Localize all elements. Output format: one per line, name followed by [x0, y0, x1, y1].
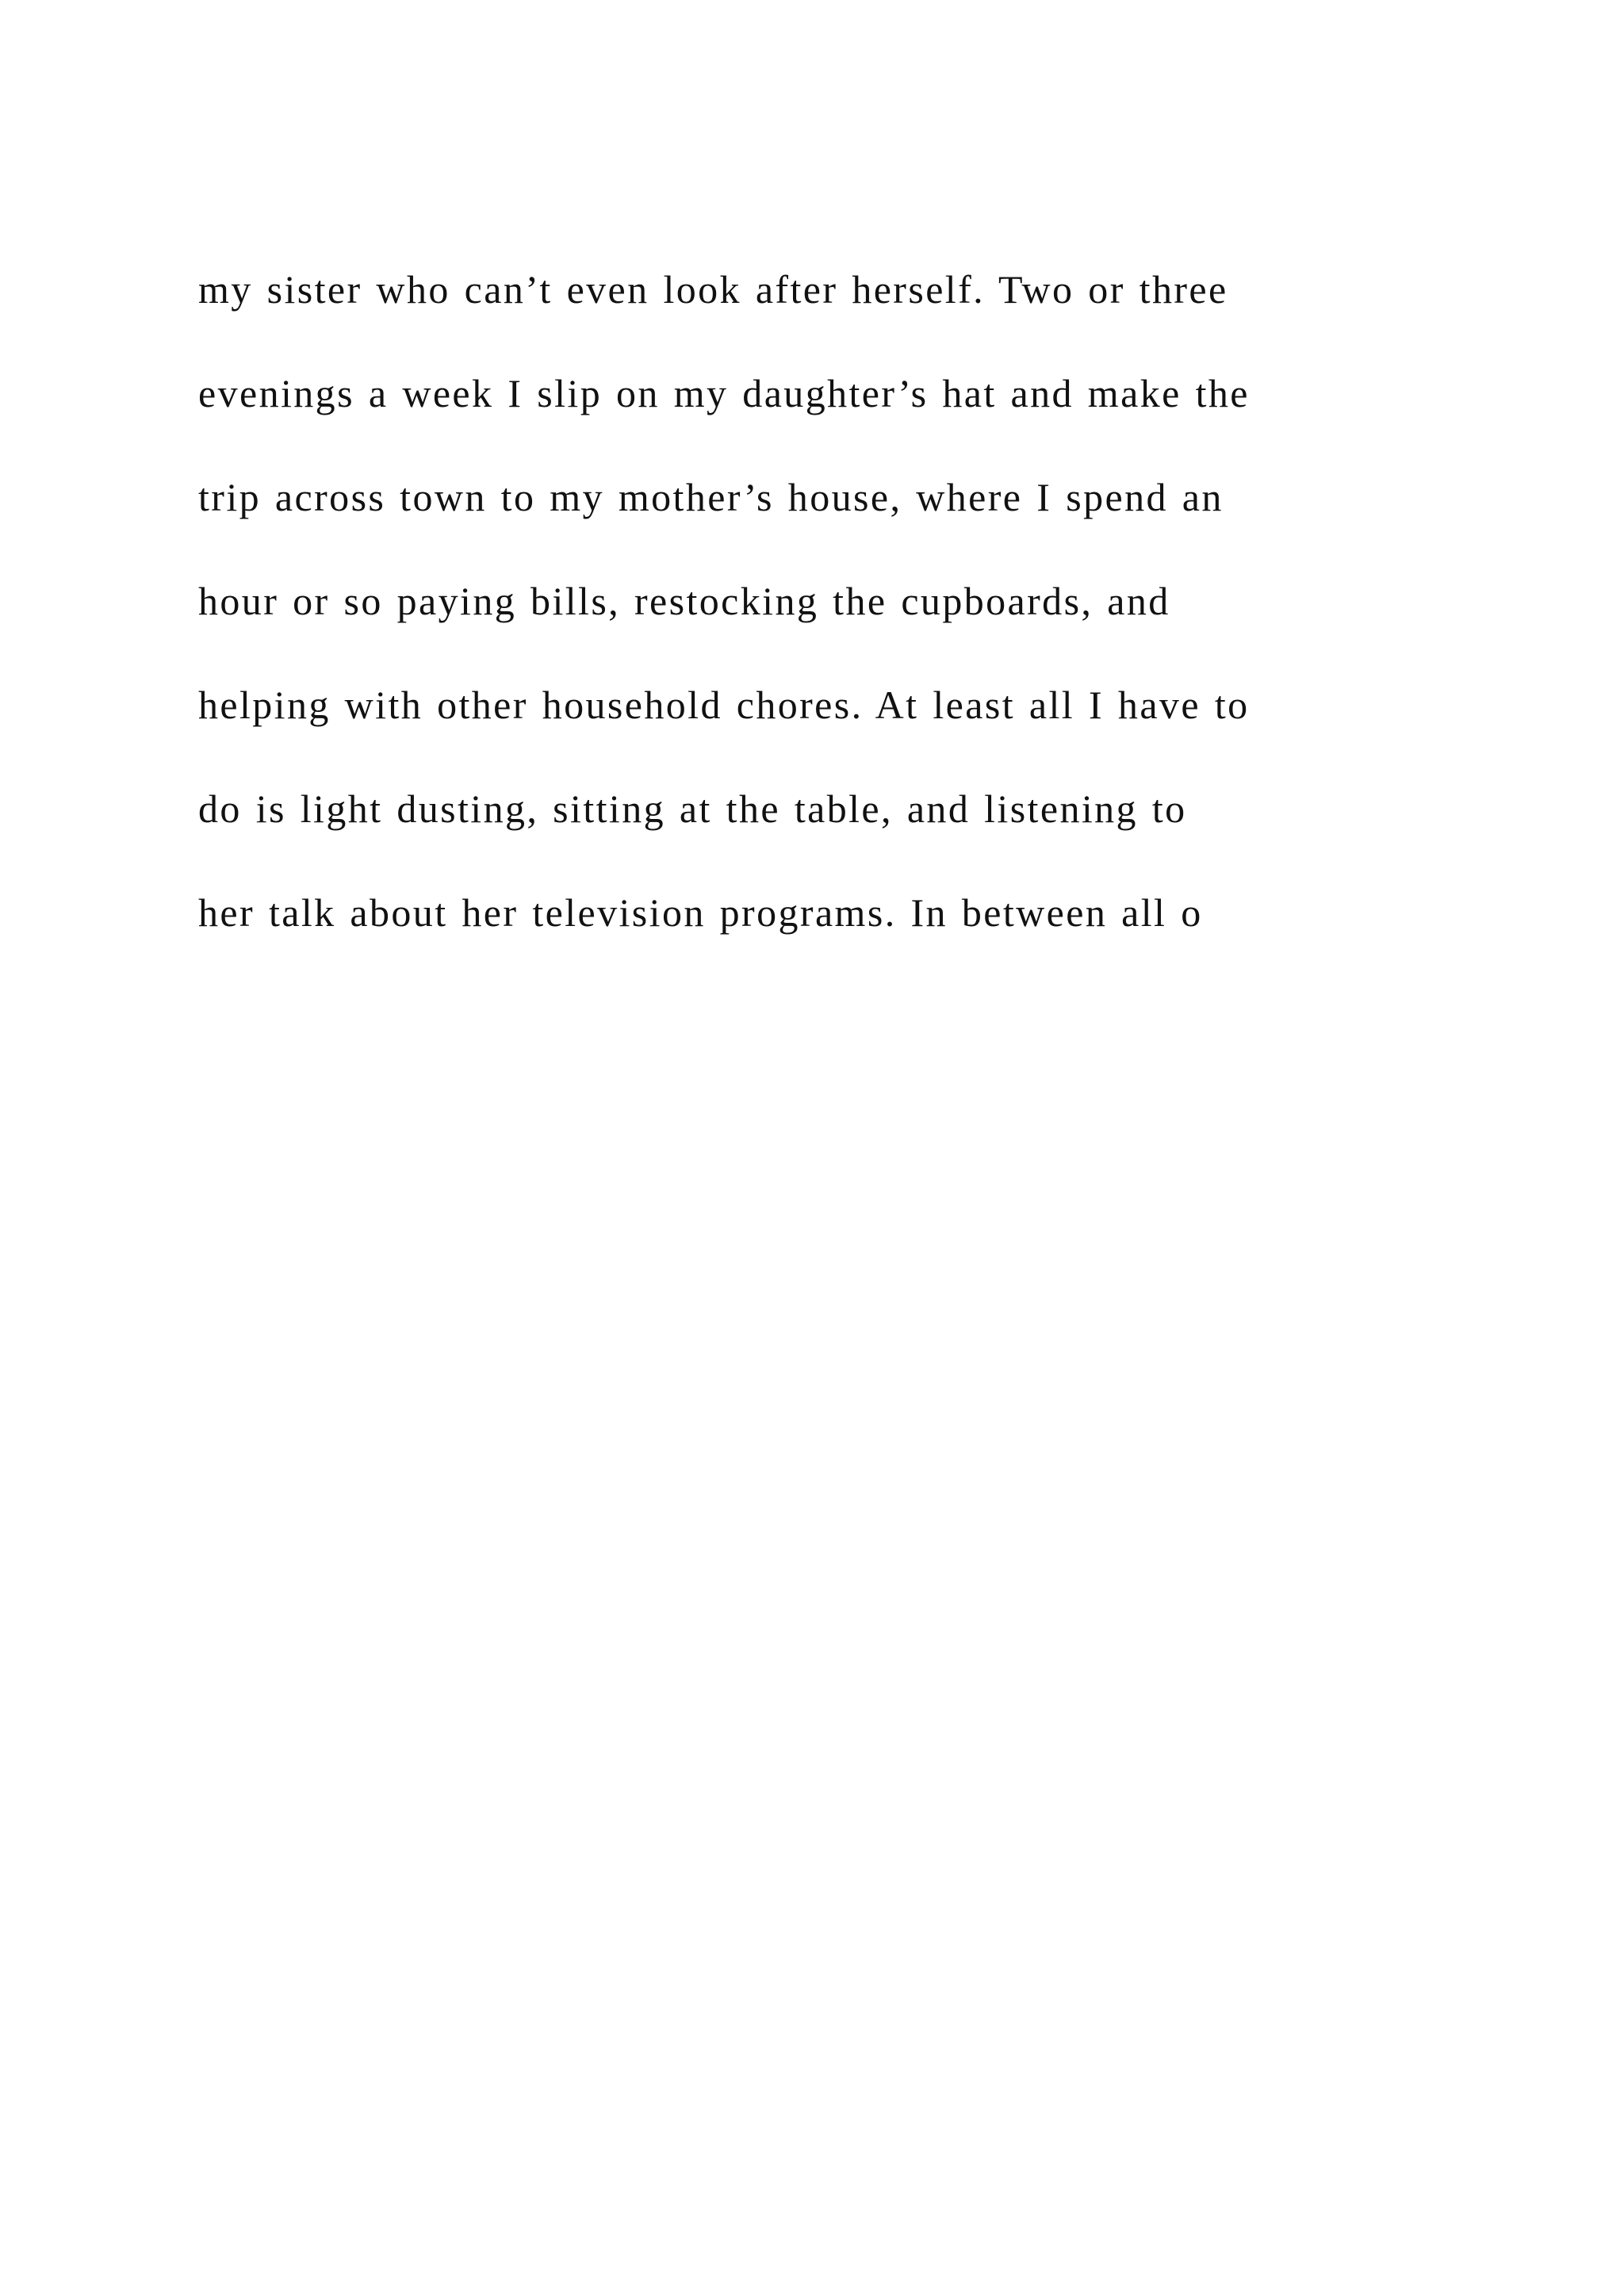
text-line-7: her talk about her television programs. In between all o [198, 890, 1203, 935]
text-line-1: my sister who can’t even look after herself. Two or three [198, 267, 1228, 312]
text-line-3: trip across town to my mother’s house, where I spend an [198, 475, 1224, 519]
body-text [198, 238, 1546, 965]
text-line-2: evenings a week I slip on my daughter’s hat and make the [198, 371, 1250, 415]
text-line-4: hour or so paying bills, restocking the cupboards, and [198, 579, 1170, 623]
text-line-6: do is light dusting, sitting at the table, and listening to [198, 786, 1187, 831]
text-line-5: helping with other household chores. At least all I have to [198, 683, 1250, 727]
